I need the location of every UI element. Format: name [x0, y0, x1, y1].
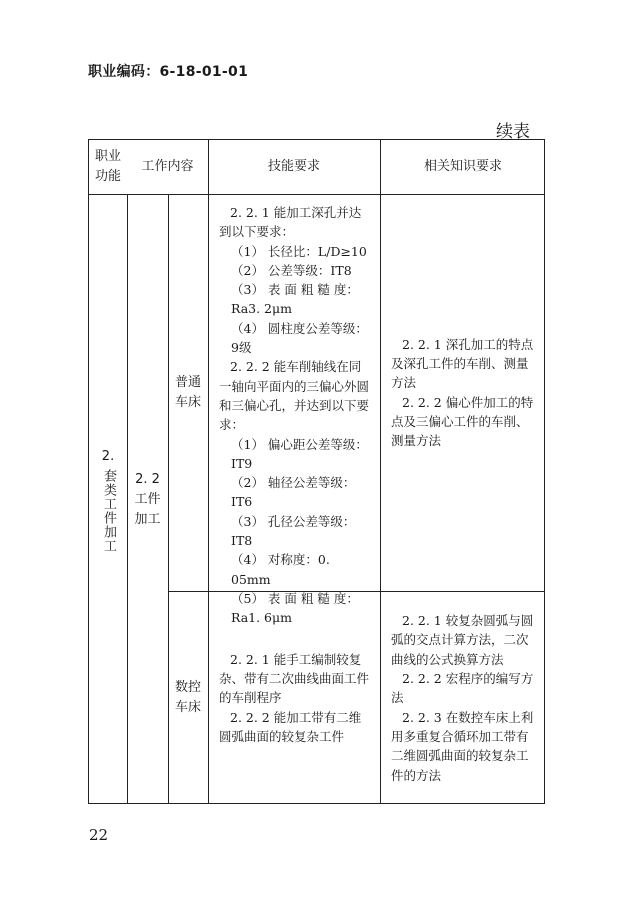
work-content-cell [127, 194, 168, 805]
knowledge-cell-cnc [380, 591, 546, 805]
skill-item: 2. 2. 1 能加工深孔并达到以下要求： [219, 205, 362, 240]
skill-item: （1） 长径比：L/D≥10 [231, 243, 367, 259]
content-number: 2. 2 [135, 471, 160, 487]
knowledge-item: 2. 2. 1 较复杂圆弧与圆弧的交点计算方法，二次曲线的公式换算方法 [391, 613, 534, 667]
function-label: 套类工件加工 [101, 468, 116, 553]
content-label-line: 工件 [134, 491, 161, 507]
skill-item: （2） 轴径公差等级：IT6 [231, 475, 356, 510]
sub-content-cnc-lathe: 数控 车床 [174, 680, 201, 715]
function-cell [89, 194, 127, 805]
skills-cell-cnc [208, 591, 380, 805]
sub-content-lathe: 普通 车床 [174, 374, 201, 410]
continued-table-label: 续表 [496, 122, 530, 142]
skills-cell-lathe [208, 203, 380, 628]
page-number: 22 [89, 826, 109, 844]
occupation-code: 职业编码：6-18-01-01 [88, 64, 249, 80]
skill-item: （5） 表 面 粗 糙 度：Ra1. 6μm [231, 590, 359, 626]
header-work-content: 工作内容 [141, 159, 194, 174]
knowledge-item: 2. 2. 3 在数控车床上利用多重复合循环加工带有二维圆弧曲面的较复杂工件的方法 [391, 709, 534, 783]
skill-item: 2. 2. 2 能加工带有二维圆弧曲面的较复杂工件 [219, 709, 362, 744]
function-number: 2. [101, 448, 115, 464]
header-function: 职业 功能 [94, 149, 121, 184]
skill-item: （1） 偏心距公差等级：IT9 [231, 436, 368, 471]
skill-item: （2） 公差等级：IT8 [231, 262, 352, 278]
skill-item: （3） 孔径公差等级：IT8 [231, 513, 356, 549]
skill-item: （3） 表 面 粗 糙 度：Ra3. 2μm [231, 282, 359, 317]
skill-item: （4） 对称度：0. 05mm [231, 552, 330, 587]
knowledge-item: 2. 2. 1 深孔加工的特点及深孔工件的车削、测量方法 [391, 336, 534, 391]
header-skills: 技能要求 [267, 159, 320, 174]
content-label-line: 加工 [134, 511, 161, 527]
knowledge-item: 2. 2. 2 宏程序的编写方法 [391, 671, 534, 706]
skill-item: 2. 2. 2 能车削轴线在同一轴向平面内的三偏心外圆和三偏心孔，并达到以下要求： [219, 359, 370, 433]
skill-item: 2. 2. 1 能手工编制较复杂、带有二次曲线曲面工件的车削程序 [219, 651, 370, 706]
header-knowledge: 相关知识要求 [423, 159, 502, 174]
skill-item: （4） 圆柱度公差等级：9级 [231, 320, 368, 356]
knowledge-cell-lathe [380, 194, 546, 591]
skills-table [88, 139, 545, 804]
knowledge-item: 2. 2. 2 偏心件加工的特点及三偏心工件的车削、测量方法 [391, 394, 534, 449]
